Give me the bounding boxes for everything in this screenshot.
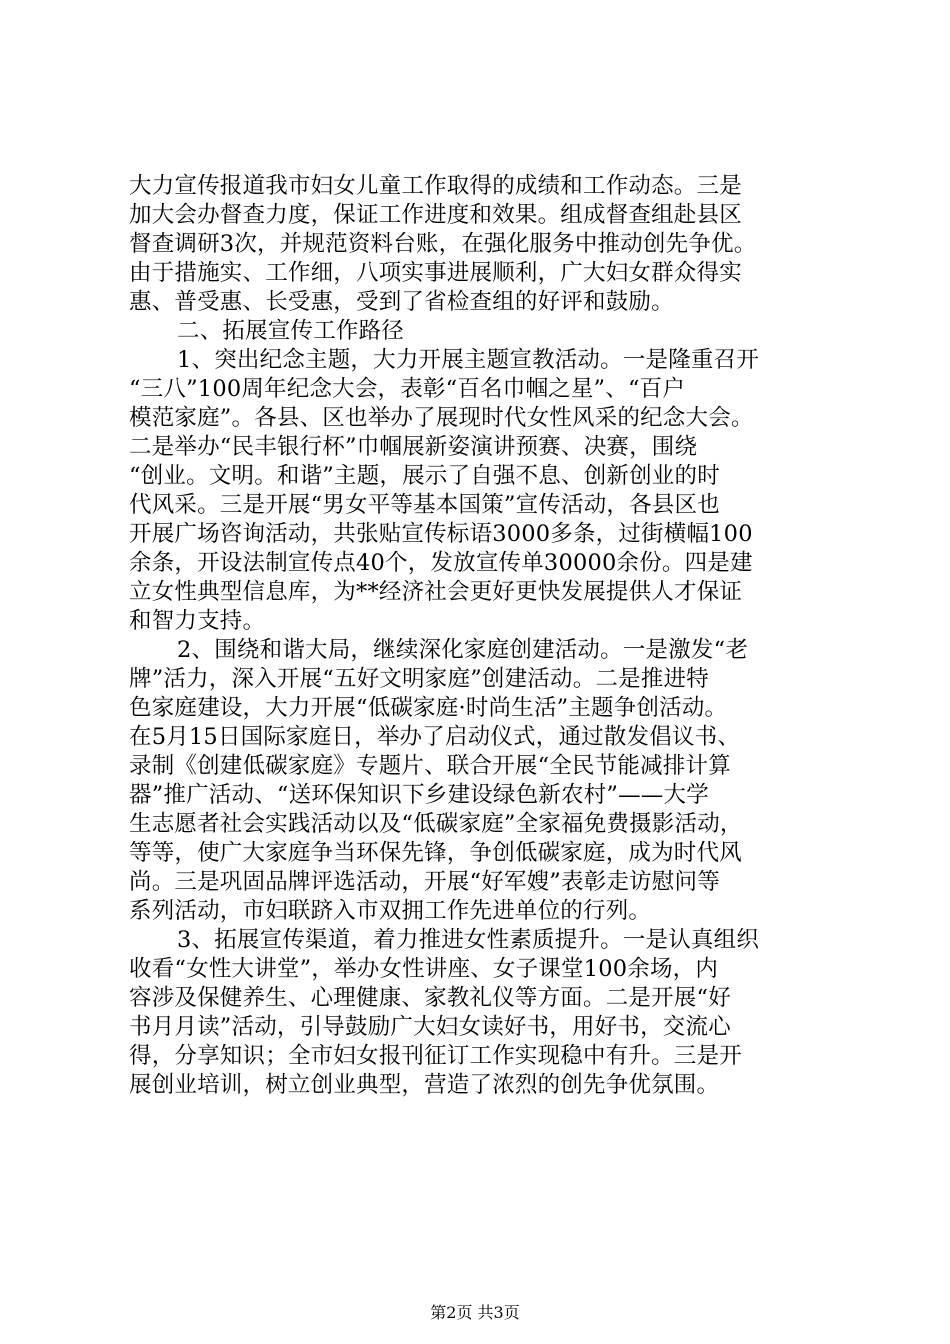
text-line: “三八”100周年纪念大会，表彰“百名巾帼之星”、“百户: [129, 376, 686, 402]
text-line: 大力宣传报道我市妇女儿童工作取得的成绩和工作动态。三是: [129, 173, 742, 199]
text-line: “创业。文明。和谐”主题，展示了自强不息、创新创业的时: [129, 463, 720, 489]
text-line: 录制《创建低碳家庭》专题片、联合开展“全民节能减排计算: [129, 753, 731, 779]
text-line: 系列活动，市妇联跻入市双拥工作先进单位的行列。: [129, 898, 652, 924]
text-line: 书月月读”活动，引导鼓励广大妇女读好书，用好书，交流心: [129, 1014, 731, 1040]
text-line: 二、拓展宣传工作路径: [177, 318, 405, 344]
text-line: 尚。三是巩固品牌评选活动，开展“好军嫂”表彰走访慰问等: [129, 869, 720, 895]
text-line: 由于措施实、工作细，八项实事进展顺利，广大妇女群众得实: [129, 260, 742, 286]
text-line: 等等，使广大家庭争当环保先锋，争创低碳家庭，成为时代风: [129, 840, 742, 866]
text-line: 1、突出纪念主题，大力开展主题宣教活动。一是隆重召开: [177, 347, 760, 373]
text-line: 容涉及保健养生、心理健康、家教礼仪等方面。二是开展“好: [129, 985, 731, 1011]
text-line: 余条，开设法制宣传点40个，发放宣传单30000余份。四是建: [129, 550, 753, 576]
text-line: 生志愿者社会实践活动以及“低碳家庭”全家福免费摄影活动，: [129, 811, 743, 837]
text-line: 得，分享知识；全市妇女报刊征订工作实现稳中有升。三是开: [129, 1043, 742, 1069]
text-line: 立女性典型信息库，为**经济社会更好更快发展提供人才保证: [129, 579, 743, 605]
text-line: 督查调研3次，并规范资料台账，在强化服务中推动创先争优。: [129, 231, 757, 257]
text-line: 开展广场咨询活动，共张贴宣传标语3000多条，过街横幅100: [129, 521, 753, 547]
text-line: 惠、普受惠、长受惠，受到了省检查组的好评和鼓励。: [129, 289, 674, 315]
text-line: 牌”活力，深入开展“五好文明家庭”创建活动。二是推进特: [129, 666, 709, 692]
text-line: 2、围绕和谐大局，继续深化家庭创建活动。一是激发“老: [177, 637, 749, 663]
page-number-label: 第2页 共3页: [430, 1303, 520, 1322]
document-body: [129, 172, 829, 1100]
text-line: 二是举办“民丰银行杯”巾帼展新姿演讲预赛、决赛，围绕: [129, 434, 698, 460]
text-line: 收看“女性大讲堂”，举办女性讲座、女子课堂100余场，内: [129, 956, 719, 982]
text-line: 和智力支持。: [129, 608, 266, 634]
page-footer: [0, 1303, 950, 1323]
text-line: 模范家庭”。各县、区也举办了展现时代女性风采的纪念大会。: [129, 405, 754, 431]
text-line: 器”推广活动、“送环保知识下乡建设绿色新农村”——大学: [129, 782, 709, 808]
text-line: 在5月15日国际家庭日，举办了启动仪式，通过散发倡议书、: [129, 724, 741, 750]
text-line: 色家庭建设，大力开展“低碳家庭·时尚生活”主题争创活动。: [129, 695, 728, 721]
text-line: 加大会办督查力度，保证工作进度和效果。组成督查组赴县区: [129, 202, 742, 228]
text-line: 展创业培训，树立创业典型，营造了浓烈的创先争优氛围。: [129, 1072, 720, 1098]
text-line: 代风采。三是开展“男女平等基本国策”宣传活动，各县区也: [129, 492, 720, 518]
text-line: 3、拓展宣传渠道，着力推进女性素质提升。一是认真组织: [177, 927, 760, 953]
